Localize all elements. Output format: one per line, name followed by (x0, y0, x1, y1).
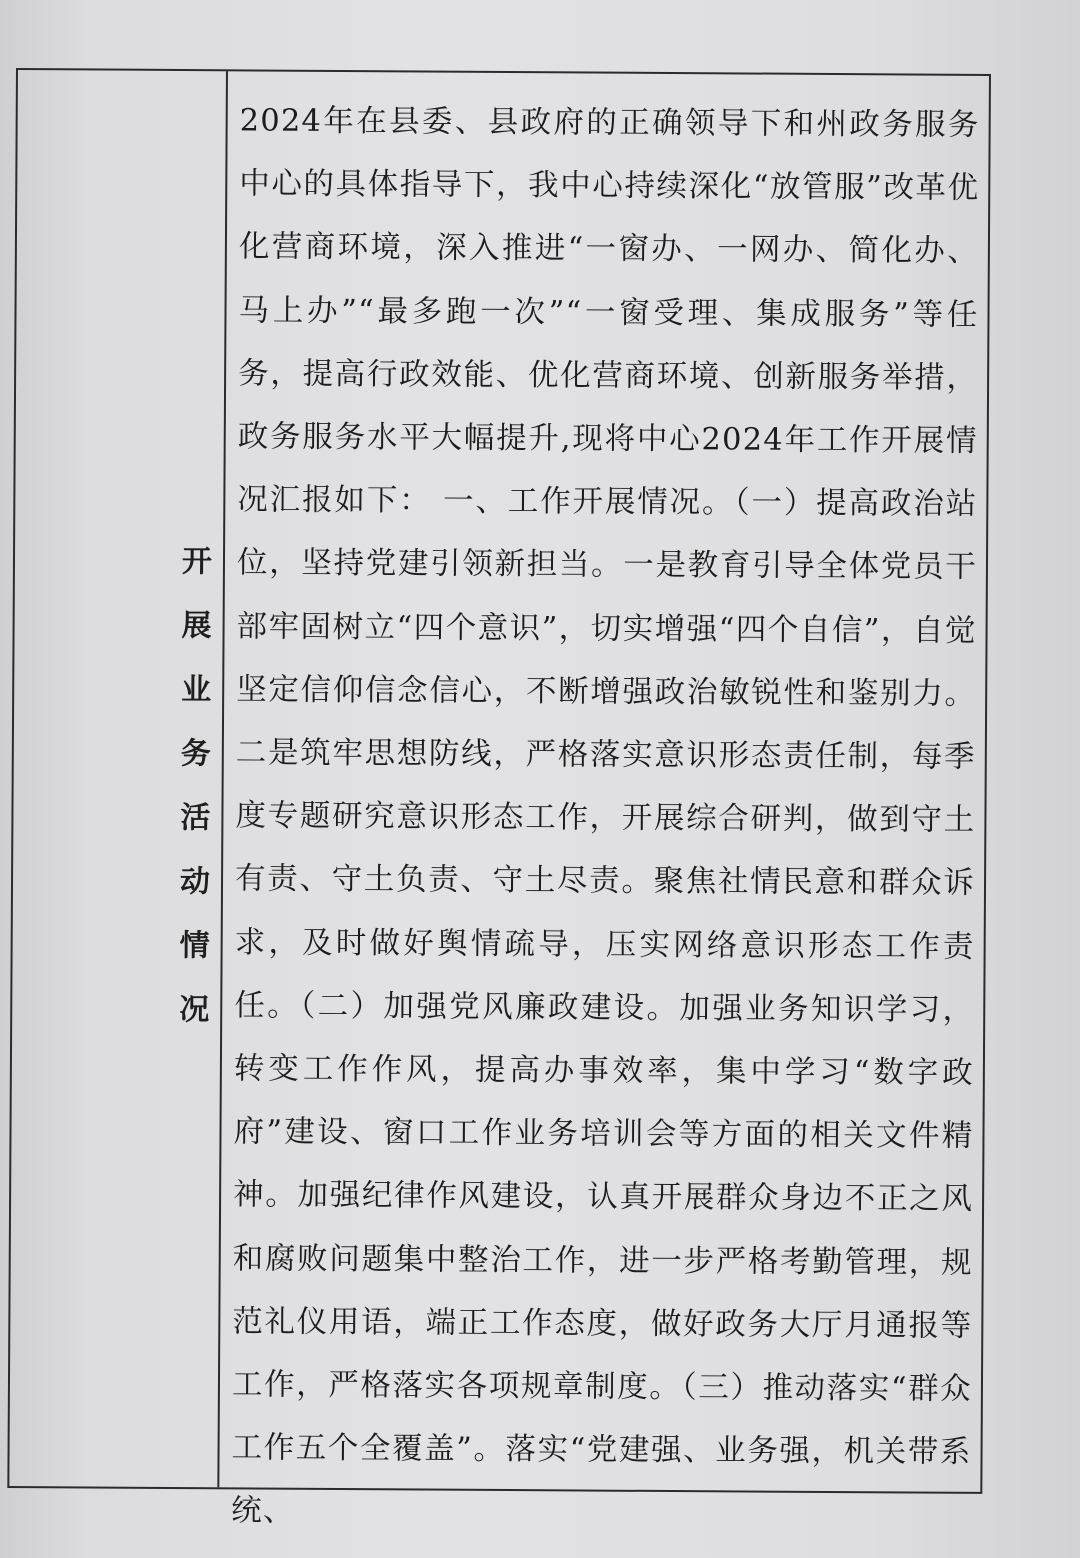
content-text: 2024年在县委、县政府的正确领导下和州政务服务中心的具体指导下，我中心持续深化“放管服”改革优化营商环境，深入推进“一窗办、一网办、简化办、马上办”“最多跑一次”“一窗受理、集成服务”等任务，提高行政效能、优化营商环境、创新服务举措，政务服务水平大幅提升,现将中心2024年工作开展情况汇报如下： 一、工作开展情况。（一）提高政治站位，坚持党建引领新担当。一是教育引导全体党员干部牢固树立“四个意识”，切实增强“四个自信”，自觉坚定信仰信念信心，不断增强政治敏锐性和鉴别力。二是筑牢思想防线，严格落实意识形态责任制，每季度专题研究意识形态工作，开展综合研判，做到守土有责、守土负责、守土尽责。聚焦社情民意和群众诉求，及时做好舆情疏导，压实网络意识形态工作责任。（二）加强党风廉政建设。加强业务知识学习，转变工作作风，提高办事效率，集中学习“数字政府”建设、窗口工作业务培训会等方面的相关文件精神。加强纪律作风建设，认真开展群众身边不正之风和腐败问题集中整治工作，进一步严格考勤管理，规范礼仪用语，端正工作态度，做好政务大厅月通报等工作，严格落实各项规章制度。（三）推动落实“群众工作五个全覆盖”。落实“党建强、业务强，机关带系统、 (231, 103, 980, 1530)
label-cell (9, 70, 228, 1487)
content-cell (231, 89, 980, 1530)
field-label: 开展业务活动情况 (172, 544, 212, 1058)
form-table (7, 68, 991, 1530)
